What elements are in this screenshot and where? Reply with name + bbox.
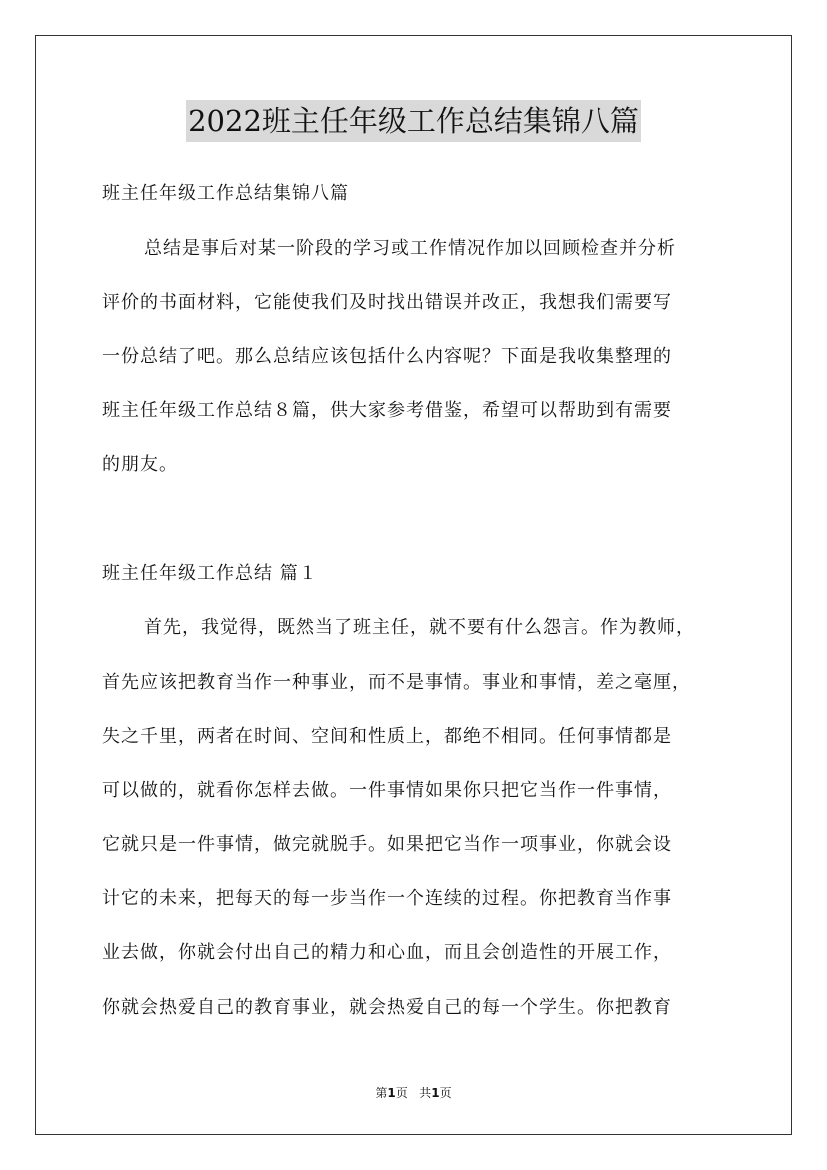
page-suffix: 页 — [395, 1086, 408, 1100]
intro-line: 班主任年级工作总结８篇，供大家参考借鉴，希望可以帮助到有需要 — [102, 400, 672, 421]
intro-line: 评价的书面材料，它能使我们及时找出错误并改正，我想我们需要写 — [102, 292, 672, 313]
page-prefix: 第 — [375, 1086, 388, 1100]
body-line: 你就会热爱自己的教育事业，就会热爱自己的每一个学生。你把教育 — [102, 997, 672, 1018]
body-line: 计它的未来，把每天的每一步当作一个连续的过程。你把教育当作事 — [102, 888, 672, 909]
intro-line: 总结是事后对某一阶段的学习或工作情况作加以回顾检查并分析 — [144, 238, 676, 259]
total-suffix: 页 — [439, 1086, 452, 1100]
section-heading: 班主任年级工作总结 篇１ — [102, 563, 318, 584]
intro-line: 一份总结了吧。那么总结应该包括什么内容呢？下面是我收集整理的 — [102, 346, 672, 367]
document-title: 2022班主任年级工作总结集锦八篇 — [186, 100, 641, 142]
page-footer — [0, 1084, 827, 1101]
body-line: 可以做的，就看你怎样去做。一件事情如果你只把它当作一件事情， — [102, 780, 672, 801]
body-line: 首先应该把教育当作一种事业，而不是事情。事业和事情，差之毫厘， — [102, 672, 691, 693]
total-prefix: 共 — [419, 1086, 432, 1100]
total-number: 1 — [431, 1086, 440, 1100]
body-line: 业去做，你就会付出自己的精力和心血，而且会创造性的开展工作， — [102, 942, 672, 963]
body-line: 首先，我觉得，既然当了班主任，就不要有什么怨言。作为教师， — [144, 617, 695, 638]
subtitle: 班主任年级工作总结集锦八篇 — [102, 183, 349, 204]
intro-line: 的朋友。 — [102, 454, 178, 475]
page-number: 1 — [387, 1086, 396, 1100]
body-line: 它就只是一件事情，做完就脱手。如果把它当作一项事业，你就会设 — [102, 834, 672, 855]
title-container — [0, 100, 827, 142]
body-line: 失之千里，两者在时间、空间和性质上，都绝不相同。任何事情都是 — [102, 726, 672, 747]
